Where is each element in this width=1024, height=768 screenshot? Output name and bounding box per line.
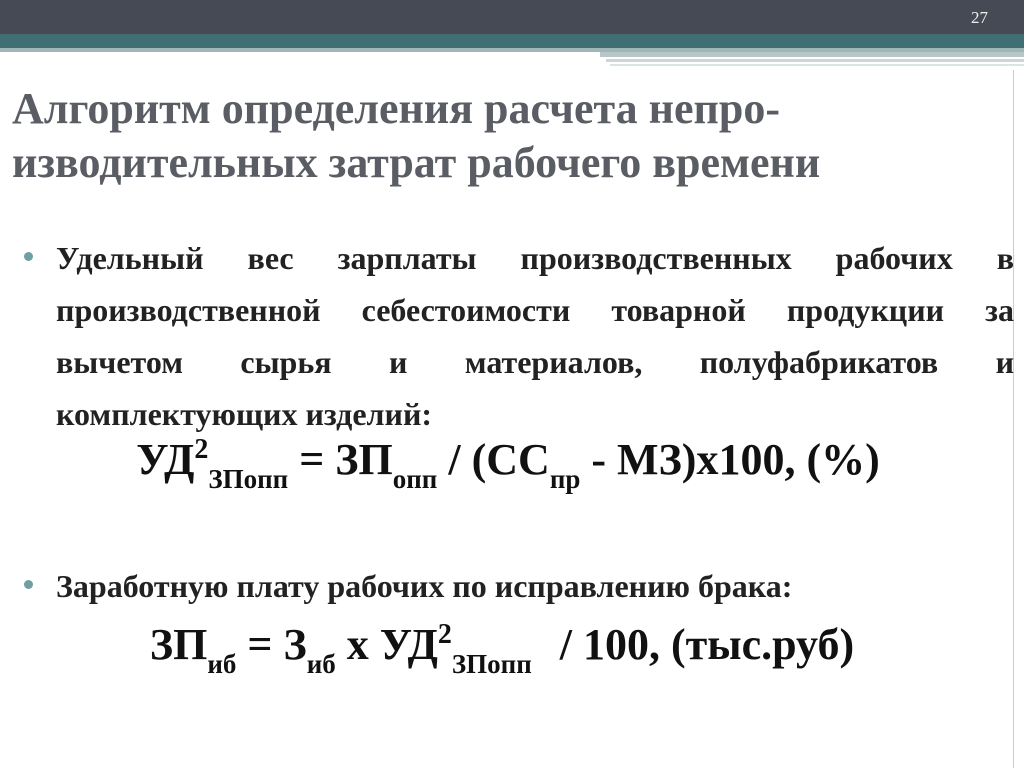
formula-subscript: иб [306,649,336,679]
formula-term: / (СС [437,435,550,484]
formula-equals: = [288,435,336,484]
formula-term: ЗП [149,620,208,669]
title-line-2: изводительных затрат рабочего времени [12,138,821,187]
bullet-item-1 [24,232,1014,440]
formula-subscript: опп [392,464,438,494]
title-line-1: Алгоритм определения расчета непро- [12,84,781,133]
bullet-text: Заработную плату рабочих по исправлению брака: [56,568,793,604]
step-line [600,52,1024,57]
step-line [610,64,1024,66]
formula-term: = З [236,620,307,669]
formula-subscript: пр [549,464,581,494]
bullet-dot-icon [24,580,33,589]
formula-superscript: 2 [437,619,452,650]
formula-term: УД [136,435,195,484]
step-line [606,59,1024,62]
formula-term: / 100, (тыс.руб) [559,620,855,669]
slide-title [12,82,972,190]
bullet-item-2 [24,560,1014,612]
formula-term: х УД [335,620,438,669]
formula-subscript: иб [207,649,237,679]
formula-superscript: 2 [194,434,209,465]
formula-term: ЗП [335,435,393,484]
formula-2 [0,615,1014,679]
bullet-text: Удельный вес зарплаты производственных рабочих в производственной себестоимости товарной продукции за вычетом сырья и материалов, полуфабрикатов и комплектующих изделий: [56,240,1014,432]
header-band-teal [0,34,1024,48]
formula-term: - МЗ)х100, (%) [580,435,880,484]
formula-1 [0,430,1020,494]
header-band-dark [0,0,1024,34]
formula-subscript: ЗПопп [451,649,532,679]
header-step-lines [600,52,1024,68]
bullet-dot-icon [24,252,33,261]
formula-subscript: ЗПопп [208,464,289,494]
slide-number: 27 [971,8,988,27]
